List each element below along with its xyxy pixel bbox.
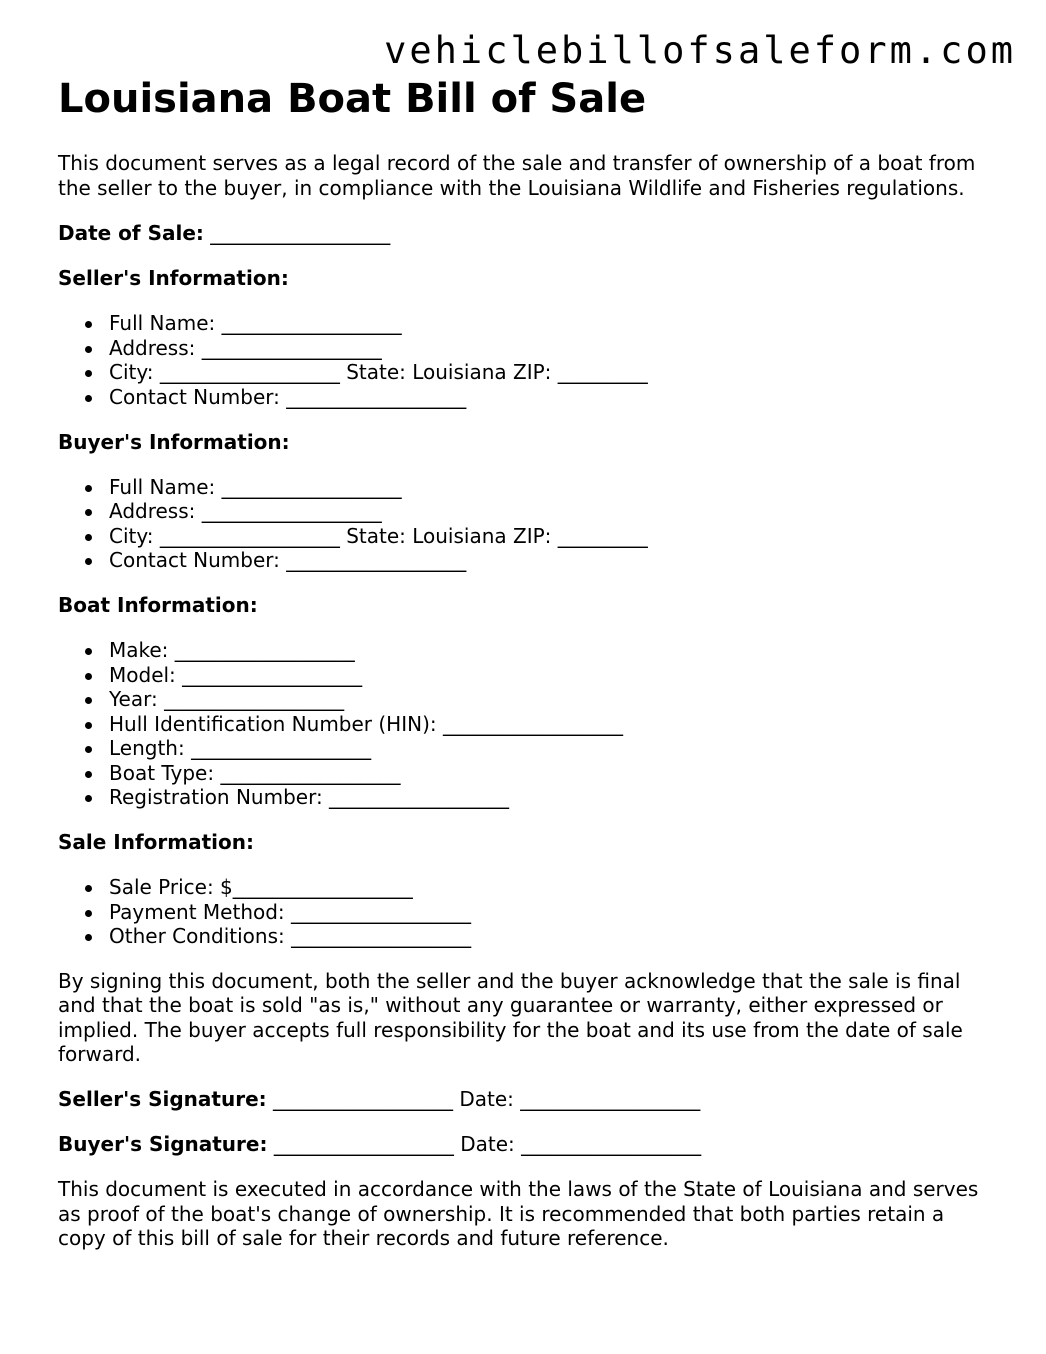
boat-info-heading: Boat Information: xyxy=(58,593,258,617)
buyer-contact-number-field: Contact Number: __________________ xyxy=(109,548,998,573)
seller-full-name-field: Full Name: __________________ xyxy=(109,311,998,336)
boat-length-field: Length: __________________ xyxy=(109,736,998,761)
buyer-info-list xyxy=(58,475,998,573)
document-title: Louisiana Boat Bill of Sale xyxy=(58,76,647,122)
sale-price-field: Sale Price: $__________________ xyxy=(109,875,998,900)
buyer-info-heading: Buyer's Information: xyxy=(58,429,290,454)
seller-contact-number-field: Contact Number: __________________ xyxy=(109,385,998,410)
buyer-city-state-zip-field: City: __________________ State: Louisiana ZIP: _________ xyxy=(109,524,998,549)
sale-info-list xyxy=(58,875,998,949)
payment-method-field: Payment Method: __________________ xyxy=(109,900,998,925)
site-watermark: vehiclebillofsaleform.com xyxy=(384,29,1016,72)
buyer-full-name-field: Full Name: __________________ xyxy=(109,475,998,500)
boat-year-field: Year: __________________ xyxy=(109,687,998,712)
date-of-sale-field xyxy=(58,221,998,246)
seller-address-field: Address: __________________ xyxy=(109,336,998,361)
other-conditions-field: Other Conditions: __________________ xyxy=(109,924,998,949)
buyer-signature-label: Buyer's Signature: xyxy=(58,1132,268,1156)
sale-info-heading: Sale Information: xyxy=(58,830,254,854)
intro-paragraph: This document serves as a legal record of the sale and transfer of ownership of a boat from the seller to the buyer, in compliance with the Louisiana Wildlife and Fisheries regulations. xyxy=(58,151,976,200)
boat-hin-field: Hull Identification Number (HIN): __________________ xyxy=(109,712,998,737)
buyer-signature-line xyxy=(58,1132,998,1157)
seller-city-state-zip-field: City: __________________ State: Louisiana ZIP: _________ xyxy=(109,360,998,385)
seller-info-heading: Seller's Information: xyxy=(58,266,289,290)
seller-info-list xyxy=(58,311,998,409)
date-of-sale-label: Date of Sale: xyxy=(58,221,204,245)
buyer-address-field: Address: __________________ xyxy=(109,499,998,524)
seller-signature-blanks: __________________ Date: __________________ xyxy=(273,1087,701,1111)
document-page xyxy=(58,76,998,1251)
seller-signature-label: Seller's Signature: xyxy=(58,1087,267,1111)
seller-signature-line xyxy=(58,1087,998,1112)
closing-paragraph: This document is executed in accordance with the laws of the State of Louisiana and serves as proof of the boat's change of ownership. It is recommended that both parties retain a copy of this bill of sale for their records and future reference. xyxy=(58,1177,979,1250)
buyer-signature-blanks: __________________ Date: __________________ xyxy=(273,1132,702,1156)
boat-make-field: Make: __________________ xyxy=(109,638,998,663)
boat-model-field: Model: __________________ xyxy=(109,663,998,688)
boat-info-list xyxy=(58,638,998,810)
acknowledgement-paragraph: By signing this document, both the seller and the buyer acknowledge that the sale is final and that the boat is sold "as is," without any guarantee or warranty, either expressed or implied. The buyer accepts full responsibility for the boat and its use from the date of sale forward. xyxy=(58,968,963,1066)
boat-registration-number-field: Registration Number: __________________ xyxy=(109,785,998,810)
date-of-sale-blank: __________________ xyxy=(210,221,391,245)
boat-type-field: Boat Type: __________________ xyxy=(109,761,998,786)
